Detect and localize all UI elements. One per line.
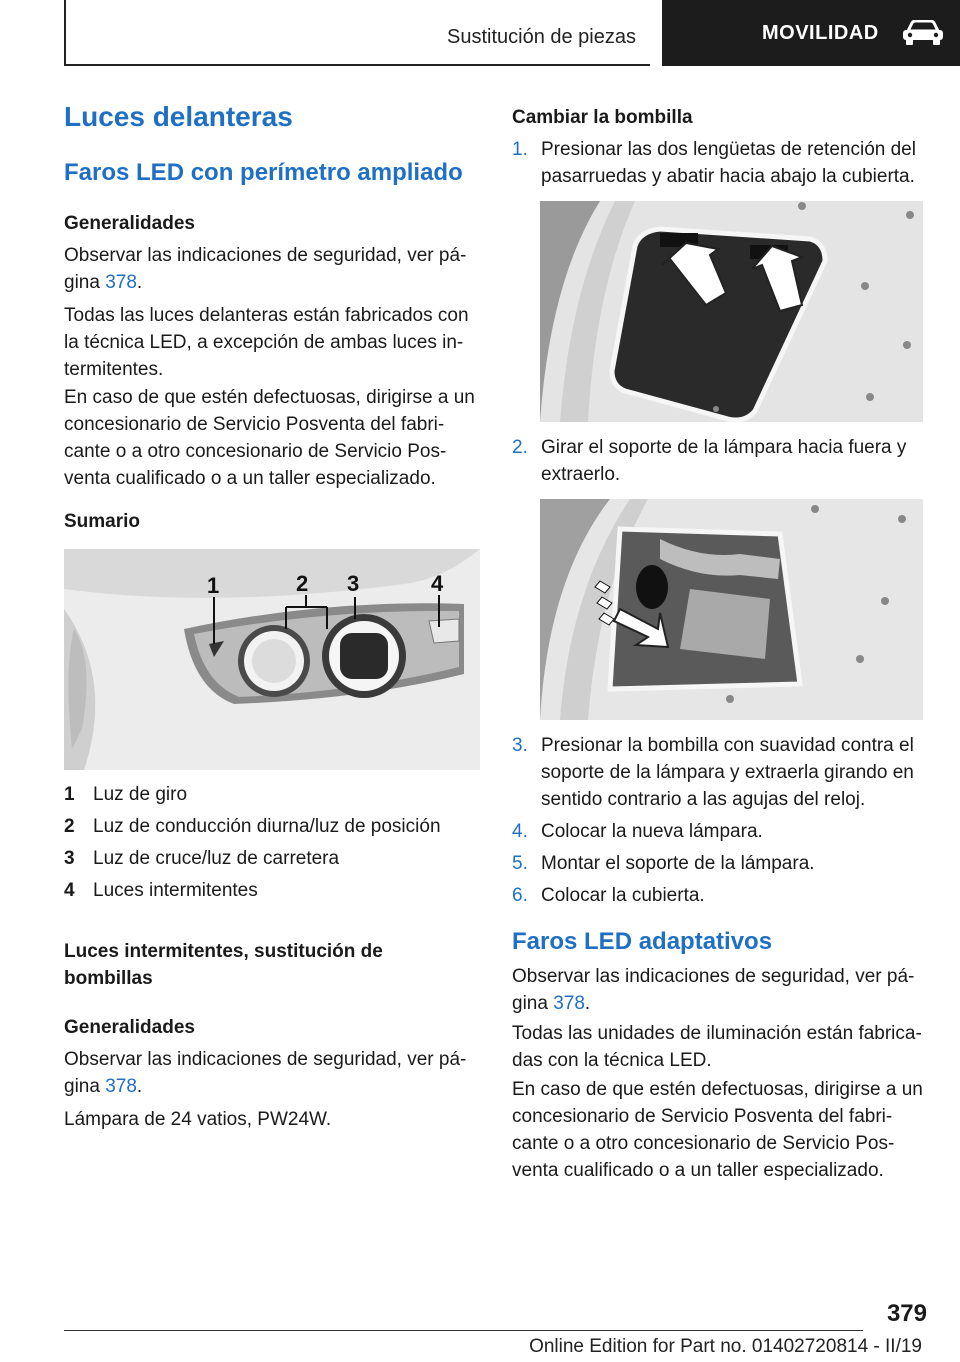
page-link-378[interactable]: 378: [105, 1076, 137, 1097]
heading-general: Generalidades: [64, 213, 195, 234]
defect-paragraph-line: cante o a otro concesionario de Servicio Pos-: [64, 441, 447, 462]
adaptive-led-paragraph: [512, 1020, 922, 1074]
step-3: [512, 732, 932, 813]
lamp-holder-illustration: [540, 499, 923, 720]
step-5: [512, 850, 932, 877]
step-number: 1.: [512, 139, 528, 160]
legend-text: Luz de conducción diurna/luz de posición: [93, 816, 441, 837]
car-icon: [902, 20, 944, 46]
figure-legend: [64, 781, 484, 909]
defect-paragraph-line: venta cualificado o a un taller especializado.: [512, 1160, 884, 1181]
step-number: 4.: [512, 821, 528, 842]
step-number: 6.: [512, 885, 528, 906]
heading-line: Luces intermitentes, sustitución de: [64, 941, 383, 962]
safety-reference-end: .: [584, 993, 591, 1014]
header-rule-left: [64, 0, 66, 66]
step-1: [512, 136, 932, 190]
step-text: sentido contrario a las agujas del reloj.: [541, 789, 866, 810]
cover-illustration: [540, 201, 923, 422]
legend-number: 3: [64, 848, 75, 869]
step-2: [512, 434, 932, 488]
page-link-378[interactable]: 378: [553, 993, 585, 1014]
safety-reference-prefix: gina: [64, 272, 106, 293]
heading-blinker-replacement: [64, 938, 383, 992]
step-text: Montar el soporte de la lámpara.: [541, 853, 815, 874]
legend-item: [64, 813, 484, 845]
page-link-378[interactable]: 378: [105, 272, 137, 293]
legend-number: 2: [64, 816, 75, 837]
step-text: Colocar la cubierta.: [541, 885, 705, 906]
legend-text: Luces intermitentes: [93, 880, 258, 901]
legend-number: 4: [64, 880, 75, 901]
step-text: Presionar las dos lengüetas de retención del: [541, 139, 916, 160]
footer-rule: [64, 1330, 863, 1331]
defect-paragraph: [64, 384, 475, 492]
safety-reference-line: Observar las indicaciones de seguridad, ver pá-: [64, 1049, 467, 1070]
legend-item: [64, 845, 484, 877]
legend-text: Luz de cruce/luz de carretera: [93, 848, 340, 869]
wheel-arch-cover-figure: [540, 201, 923, 422]
safety-reference-prefix: gina: [512, 993, 554, 1014]
legend-item: [64, 877, 484, 909]
safety-reference: [64, 242, 466, 296]
step-text: pasarruedas y abatir hacia abajo la cubierta.: [541, 166, 915, 187]
page-number: 379: [886, 1300, 927, 1327]
figure-label-4: 4: [431, 571, 444, 596]
led-paragraph-line: termitentes.: [64, 359, 164, 380]
step-text: extraerlo.: [541, 464, 621, 485]
defect-paragraph-line: concesionario de Servicio Posventa del fabri-: [512, 1106, 893, 1127]
defect-paragraph-line: cante o a otro concesionario de Servicio Pos-: [512, 1133, 895, 1154]
step-text: soporte de la lámpara y extraerla girando en: [541, 762, 914, 783]
step-number: 5.: [512, 853, 528, 874]
safety-reference-end: .: [136, 272, 143, 293]
led-paragraph-line: la técnica LED, a excepción de ambas luces in-: [64, 332, 464, 353]
step-text: Girar el soporte de la lámpara hacia fuera y: [541, 437, 907, 458]
lamp-spec: Lámpara de 24 vatios, PW24W.: [64, 1109, 332, 1130]
chapter-tab[interactable]: [662, 0, 960, 66]
safety-reference-2: [64, 1046, 466, 1100]
step-4: [512, 818, 932, 845]
steps-3-to-6: [512, 732, 932, 909]
figure-label-3: 3: [347, 571, 360, 596]
defect-paragraph-line: venta cualificado o a un taller especializado.: [64, 468, 436, 489]
figure-label-1: 1: [207, 573, 220, 598]
adaptive-defect-paragraph: [512, 1076, 923, 1184]
safety-reference-line: Observar las indicaciones de seguridad, ver pá-: [512, 966, 915, 987]
heading-change-bulb: Cambiar la bombilla: [512, 107, 693, 128]
header-rule-bottom: [64, 64, 650, 66]
adaptive-paragraph-line: das con la técnica LED.: [512, 1050, 712, 1071]
defect-paragraph-line: concesionario de Servicio Posventa del fabri-: [64, 414, 445, 435]
section-title-adaptive-led: Faros LED adaptativos: [512, 928, 773, 955]
led-paragraph: [64, 302, 469, 383]
defect-paragraph-line: En caso de que estén defectuosas, dirigirse a un: [64, 387, 475, 408]
step-number: 2.: [512, 437, 528, 458]
step-number: 3.: [512, 735, 528, 756]
heading-summary: Sumario: [64, 511, 141, 532]
lamp-holder-figure: [540, 499, 923, 720]
section-title-led-perimeter: Faros LED con perímetro ampliado: [64, 159, 463, 186]
page-title: Luces delanteras: [64, 101, 293, 132]
chapter-label: MOVILIDAD: [762, 21, 879, 44]
figure-label-2: 2: [296, 571, 309, 596]
legend-number: 1: [64, 784, 75, 805]
step-6: [512, 882, 932, 909]
legend-item: [64, 781, 484, 813]
edition-footer: Online Edition for Part no. 01402720814 - II/19: [529, 1336, 922, 1357]
safety-reference-end: .: [136, 1076, 143, 1097]
header-section-title: Sustitución de piezas: [446, 26, 636, 48]
step-text: Colocar la nueva lámpara.: [541, 821, 763, 842]
legend-text: Luz de giro: [93, 784, 188, 805]
led-paragraph-line: Todas las luces delanteras están fabricados con: [64, 305, 469, 326]
safety-reference-prefix: gina: [64, 1076, 106, 1097]
safety-reference-3: [512, 963, 914, 1017]
safety-reference-line: Observar las indicaciones de seguridad, ver pá-: [64, 245, 467, 266]
defect-paragraph-line: En caso de que estén defectuosas, dirigirse a un: [512, 1079, 923, 1100]
headlight-overview-figure: [64, 549, 480, 770]
heading-line: bombillas: [64, 968, 153, 989]
step-text: Presionar la bombilla con suavidad contra el: [541, 735, 914, 756]
heading-general-2: Generalidades: [64, 1017, 195, 1038]
headlight-illustration: [64, 549, 480, 770]
adaptive-paragraph-line: Todas las unidades de iluminación están fabrica-: [512, 1023, 922, 1044]
